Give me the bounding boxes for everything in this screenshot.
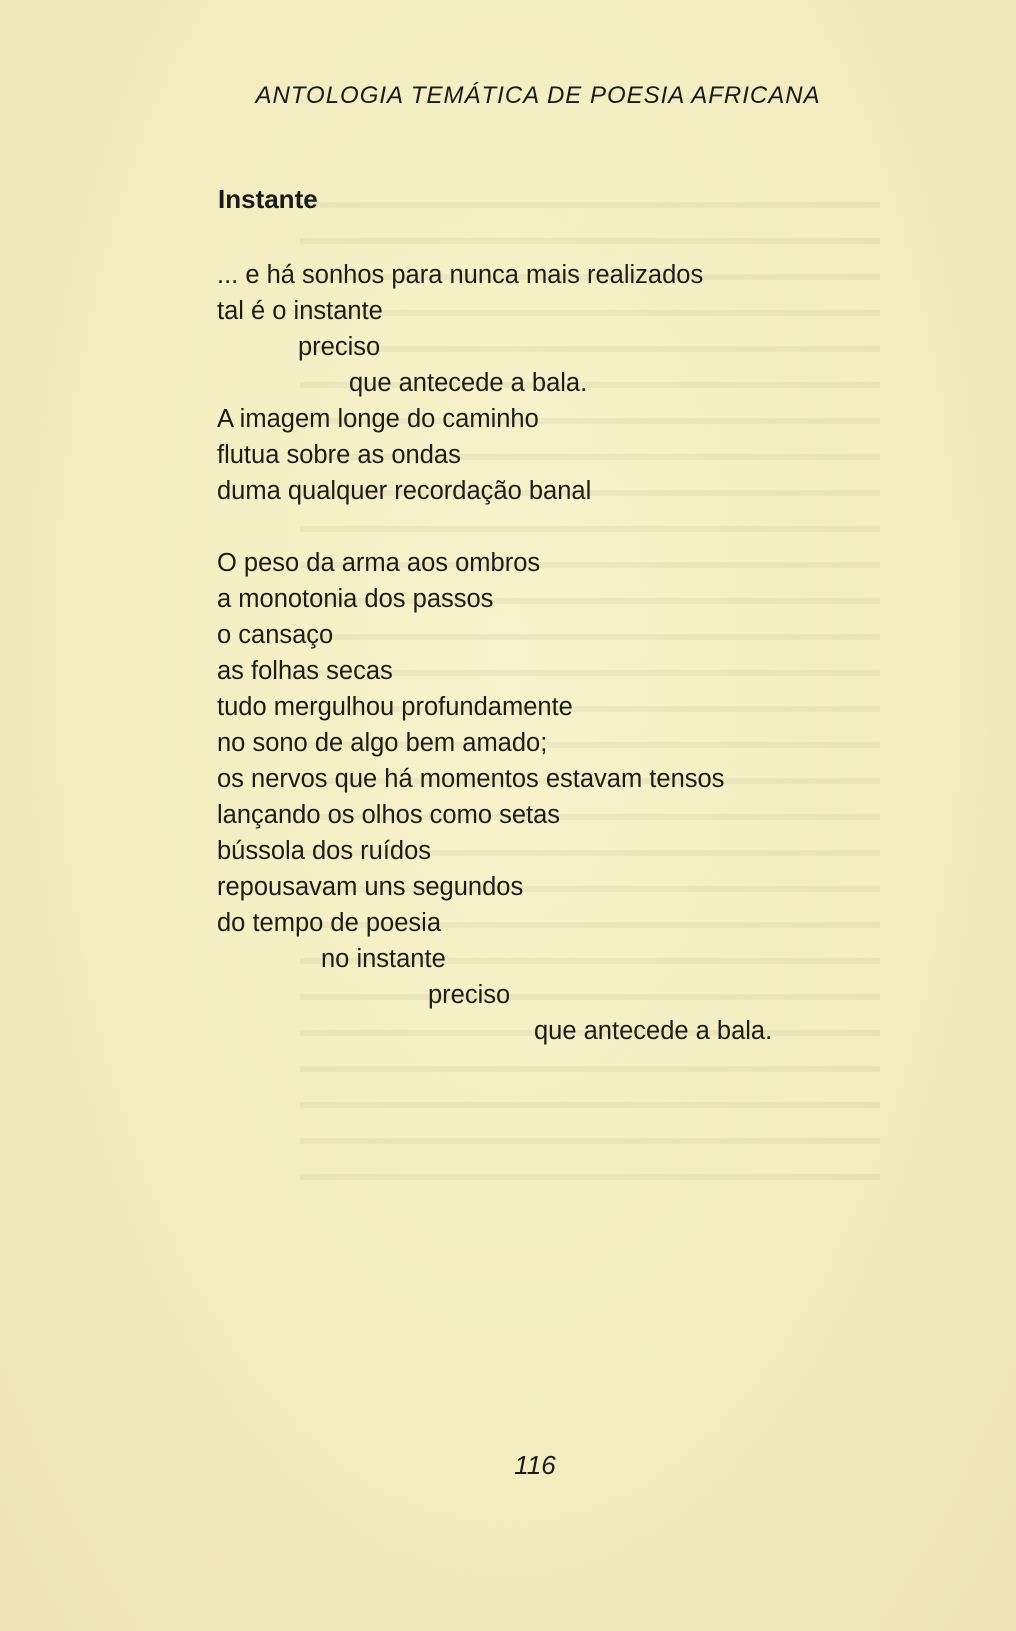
poem-line: o cansaço (217, 621, 334, 649)
poem-line: bússola dos ruídos (217, 837, 432, 865)
poem-line: no instante (321, 945, 446, 973)
poem-line: O peso da arma aos ombros (217, 549, 541, 577)
stanza-break (217, 509, 917, 545)
poem-line: os nervos que há momentos estavam tensos (217, 765, 725, 793)
poem-line: ... e há sonhos para nunca mais realizados (217, 261, 704, 289)
poem-line: que antecede a bala. (534, 1017, 773, 1045)
poem-line: repousavam uns segundos (217, 873, 524, 901)
poem-line: preciso (298, 333, 381, 361)
poem-line: a monotonia dos passos (217, 585, 494, 613)
poem-line: flutua sobre as ondas (217, 441, 461, 469)
running-head: ANTOLOGIA TEMÁTICA DE POESIA AFRICANA (255, 82, 821, 109)
poem-line: do tempo de poesia (217, 909, 441, 937)
poem-line: tal é o instante (217, 297, 383, 325)
page-number: 116 (514, 1450, 556, 1480)
poem-line: A imagem longe do caminho (217, 405, 539, 433)
poem-line: duma qualquer recordação banal (217, 477, 592, 505)
poem-line: no sono de algo bem amado; (217, 729, 548, 757)
poem-line: lançando os olhos como setas (217, 801, 561, 829)
poem-title: Instante (218, 184, 318, 214)
poem-line: as folhas secas (217, 657, 393, 685)
poem-line: preciso (428, 981, 511, 1009)
poem-line: que antecede a bala. (349, 369, 588, 397)
poem-body (217, 257, 917, 1049)
poem-line: tudo mergulhou profundamente (217, 693, 573, 721)
